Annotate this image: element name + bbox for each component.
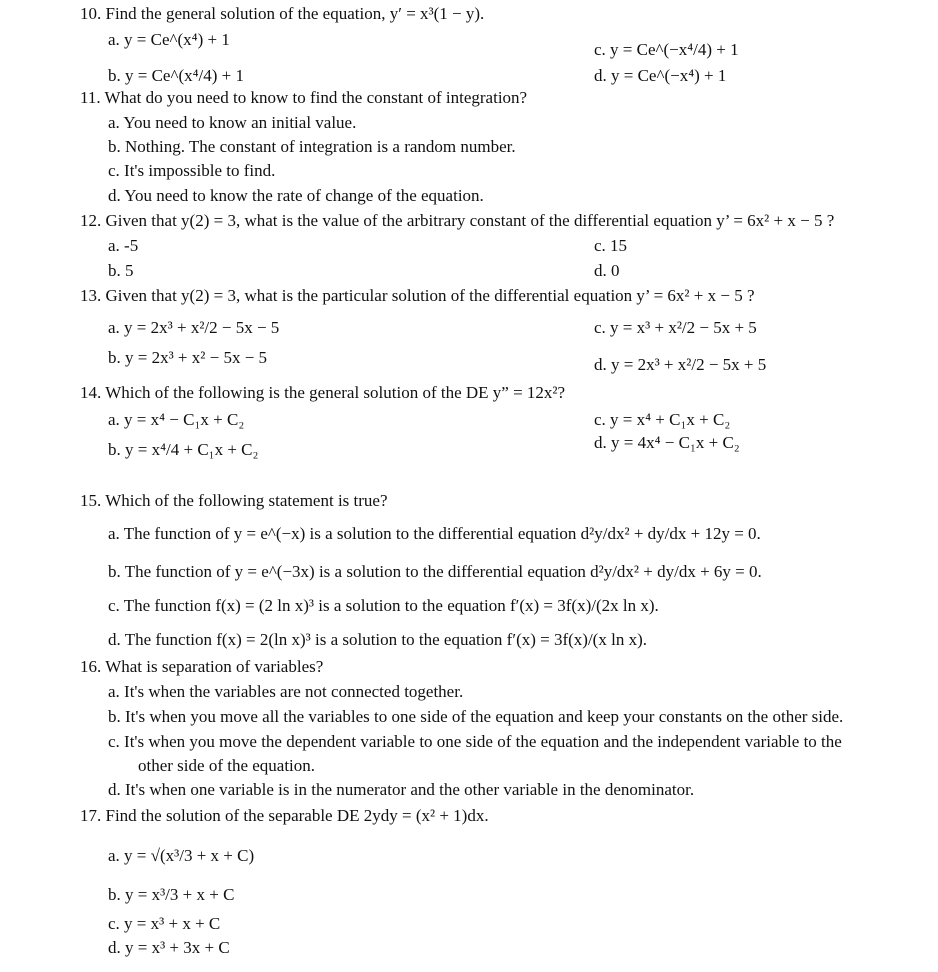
q16-option-b[interactable]: b. It's when you move all the variables to one side of the equation and keep your constants on the other side. bbox=[108, 707, 844, 726]
q10-stem: 10. Find the general solution of the equation, y′ = x³(1 − y). bbox=[80, 4, 485, 23]
q17-stem: 17. Find the solution of the separable DE 2ydy = (x² + 1)dx. bbox=[80, 806, 489, 825]
q16-option-c-continued: other side of the equation. bbox=[138, 756, 316, 775]
q16-option-d[interactable]: d. It's when one variable is in the numerator and the other variable in the denominator. bbox=[108, 780, 695, 799]
q11-option-d[interactable]: d. You need to know the rate of change of the equation. bbox=[108, 186, 484, 205]
q17-option-c[interactable]: c. y = x³ + x + C bbox=[108, 914, 221, 933]
q15-option-a[interactable]: a. The function of y = e^(−x) is a solution to the differential equation d²y/dx² + dy/dx + 12y = 0. bbox=[108, 524, 761, 543]
q17-option-b[interactable]: b. y = x³/3 + x + C bbox=[108, 885, 235, 904]
q12-option-b[interactable]: b. 5 bbox=[108, 261, 134, 280]
q14-stem: 14. Which of the following is the general solution of the DE y” = 12x²? bbox=[80, 383, 566, 402]
q15-option-c[interactable]: c. The function f(x) = (2 ln x)³ is a solution to the equation f′(x) = 3f(x)/(2x ln x). bbox=[108, 596, 659, 615]
q17-option-a[interactable]: a. y = √(x³/3 + x + C) bbox=[108, 846, 255, 865]
q10-option-c[interactable]: c. y = Ce^(−x⁴/4) + 1 bbox=[594, 40, 739, 59]
q12-option-c[interactable]: c. 15 bbox=[594, 236, 628, 255]
q12-stem: 12. Given that y(2) = 3, what is the value of the arbitrary constant of the differential equation y’ = 6x² + x − 5 ? bbox=[80, 211, 835, 230]
q14-option-d[interactable]: d. y = 4x⁴ − C₁x + C₂ bbox=[594, 433, 740, 452]
q14-option-a[interactable]: a. y = x⁴ − C₁x + C₂ bbox=[108, 410, 245, 429]
q17-option-d[interactable]: d. y = x³ + 3x + C bbox=[108, 938, 230, 957]
q15-stem: 15. Which of the following statement is true? bbox=[80, 491, 388, 510]
q12-option-d[interactable]: d. 0 bbox=[594, 261, 620, 280]
q10-option-a[interactable]: a. y = Ce^(x⁴) + 1 bbox=[108, 30, 230, 49]
q11-option-b[interactable]: b. Nothing. The constant of integration is a random number. bbox=[108, 137, 516, 156]
q13-option-c[interactable]: c. y = x³ + x²/2 − 5x + 5 bbox=[594, 318, 757, 337]
q14-option-c[interactable]: c. y = x⁴ + C₁x + C₂ bbox=[594, 410, 731, 429]
q16-stem: 16. What is separation of variables? bbox=[80, 657, 324, 676]
q11-option-c[interactable]: c. It's impossible to find. bbox=[108, 161, 276, 180]
q13-option-a[interactable]: a. y = 2x³ + x²/2 − 5x − 5 bbox=[108, 318, 280, 337]
q10-option-b[interactable]: b. y = Ce^(x⁴/4) + 1 bbox=[108, 66, 245, 85]
q10-option-d[interactable]: d. y = Ce^(−x⁴) + 1 bbox=[594, 66, 727, 85]
q12-option-a[interactable]: a. -5 bbox=[108, 236, 139, 255]
q13-option-b[interactable]: b. y = 2x³ + x² − 5x − 5 bbox=[108, 348, 268, 367]
q11-stem: 11. What do you need to know to find the constant of integration? bbox=[80, 88, 528, 107]
q15-option-d[interactable]: d. The function f(x) = 2(ln x)³ is a solution to the equation f′(x) = 3f(x)/(x ln x). bbox=[108, 630, 647, 649]
q16-option-a[interactable]: a. It's when the variables are not connected together. bbox=[108, 682, 464, 701]
q13-stem: 13. Given that y(2) = 3, what is the particular solution of the differential equation y’ = 6x² + x − 5 ? bbox=[80, 286, 755, 305]
q14-option-b[interactable]: b. y = x⁴/4 + C₁x + C₂ bbox=[108, 440, 259, 459]
q16-option-c[interactable]: c. It's when you move the dependent variable to one side of the equation and the independent variable to the bbox=[108, 732, 842, 751]
q11-option-a[interactable]: a. You need to know an initial value. bbox=[108, 113, 357, 132]
q15-option-b[interactable]: b. The function of y = e^(−3x) is a solution to the differential equation d²y/dx² + dy/dx + 6y = 0. bbox=[108, 562, 762, 581]
q13-option-d[interactable]: d. y = 2x³ + x²/2 − 5x + 5 bbox=[594, 355, 767, 374]
